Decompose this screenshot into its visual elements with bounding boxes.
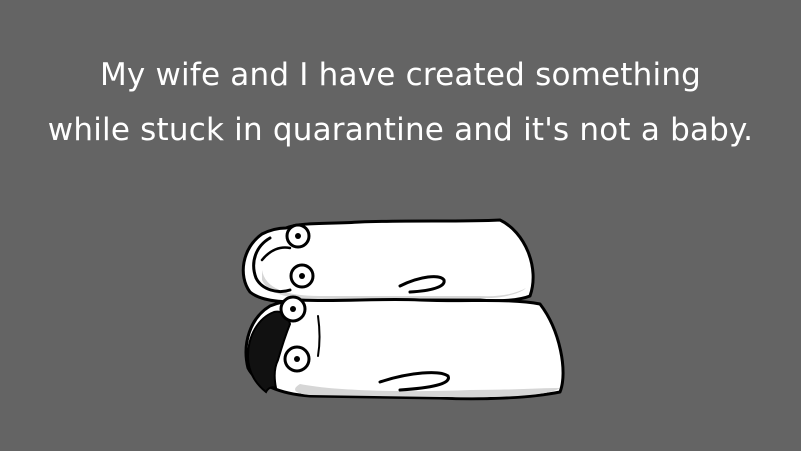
husband-figure — [246, 297, 563, 399]
husband-pupil-1 — [290, 306, 296, 312]
wife-pupil-2 — [299, 273, 305, 279]
husband-pupil-2 — [294, 356, 300, 362]
wife-figure — [243, 220, 533, 302]
caption-line-1: My wife and I have created something — [99, 57, 702, 93]
caption-line-2: while stuck in quarantine and it's not a baby. — [47, 112, 754, 148]
wife-pupil-1 — [295, 233, 301, 239]
